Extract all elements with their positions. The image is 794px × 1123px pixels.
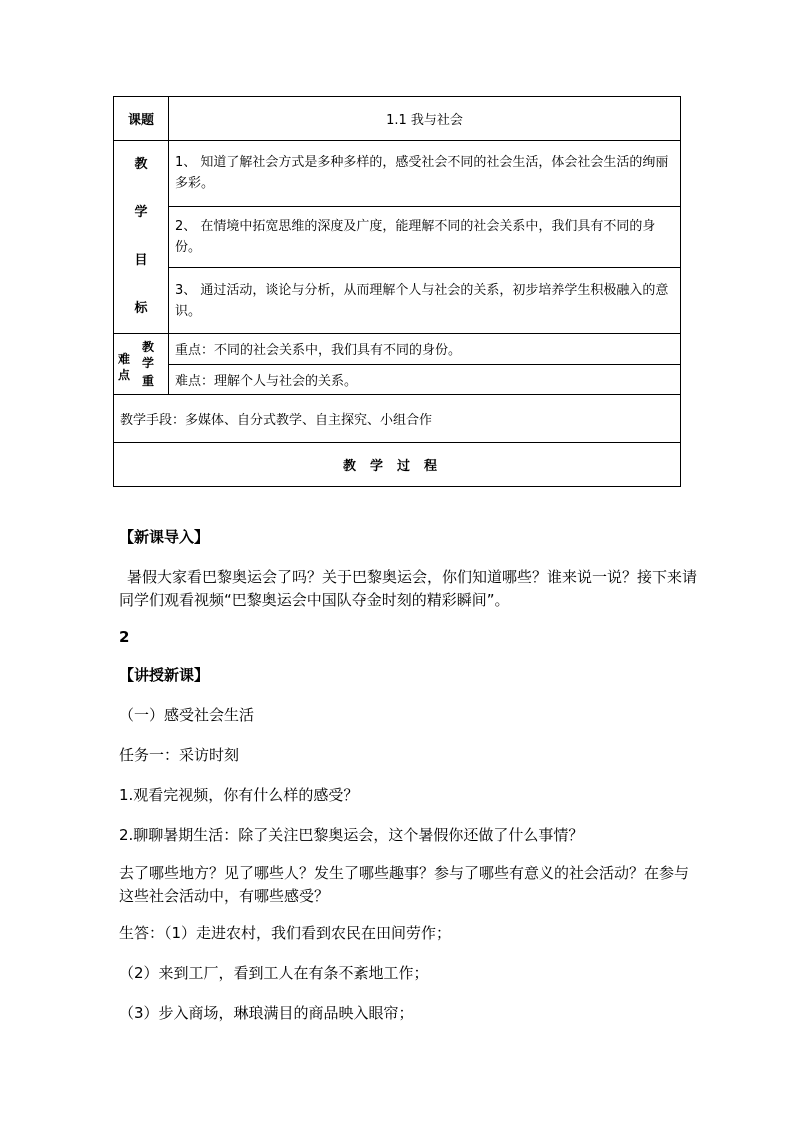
lecture-heading: 【讲授新课】 (119, 666, 210, 684)
goal-2: 2、 在情境中拓宽思维的深度及广度，能理解不同的社会关系中，我们具有不同的身份。 (169, 206, 681, 267)
goal-3: 3、 通过活动，谈论与分析，从而理解个人与社会的关系，初步培养学生积极融入的意识。 (169, 268, 681, 334)
topic-label: 课题 (114, 97, 169, 141)
label-char: 难 (118, 352, 131, 366)
intro-heading: 【新课导入】 (119, 528, 210, 546)
question-1: 1.观看完视频，你有什么样的感受？ (119, 786, 359, 804)
task-title: 任务一：采访时刻 (119, 746, 240, 764)
key-difficult-label (114, 334, 169, 395)
teaching-methods: 教学手段：多媒体、自分式教学、自主探究、小组合作 (114, 395, 681, 443)
goals-label-char: 教 (134, 157, 148, 172)
section-number: 2 (119, 628, 130, 646)
teaching-process: 教学过程 (114, 443, 681, 487)
goal-1: 1、 知道了解社会方式是多种多样的，感受社会不同的社会生活，体会社会生活的绚丽多彩。 (169, 141, 681, 207)
section-title: （一）感受社会生活 (119, 706, 255, 724)
goals-label-char: 目 (134, 253, 148, 268)
goals-label-char: 标 (134, 301, 148, 316)
label-char: 点 (118, 368, 131, 382)
key-point: 重点：不同的社会关系中，我们具有不同的身份。 (169, 334, 681, 365)
label-char: 学 (142, 356, 155, 370)
answer-3: （3）步入商场，琳琅满目的商品映入眼帘； (119, 1004, 414, 1022)
label-char: 教 (142, 340, 155, 354)
goals-label-char: 学 (134, 205, 148, 220)
question-3: 去了哪些地方？见了哪些人？发生了哪些趣事？参与了哪些有意义的社会活动？在参与这些社会活动中，有哪些感受？ (119, 864, 690, 905)
answer-1: 生答：（1）走进农村，我们看到农民在田间劳作； (119, 924, 452, 942)
label-char: 重 (142, 374, 155, 388)
question-2: 2.聊聊暑期生活：除了关注巴黎奥运会，这个暑假你还做了什么事情？ (119, 826, 584, 844)
answer-2: （2）来到工厂，看到工人在有条不紊地工作； (119, 964, 429, 982)
topic-value: 1.1 我与社会 (169, 97, 681, 141)
goals-label (114, 141, 169, 334)
intro-text: 暑假大家看巴黎奥运会了吗？关于巴黎奥运会，你们知道哪些？谁来说一说？接下来请同学们观看视频“巴黎奥运会中国队夺金时刻的精彩瞬间”。 (119, 568, 698, 609)
difficult-point: 难点：理解个人与社会的关系。 (169, 364, 681, 395)
lesson-plan-table (113, 96, 681, 487)
